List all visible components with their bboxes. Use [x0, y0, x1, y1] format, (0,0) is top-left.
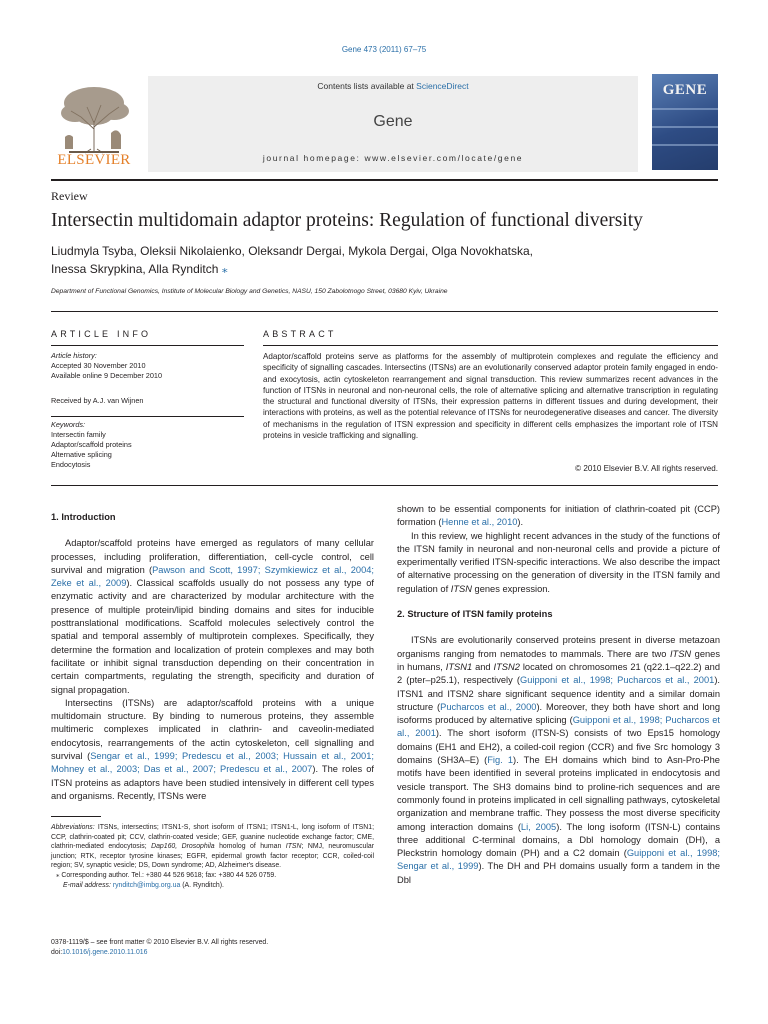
- section-heading-structure: 2. Structure of ITSN family proteins: [397, 609, 553, 620]
- keyword-item: Adaptor/scaffold proteins: [51, 440, 132, 449]
- affiliation: Department of Functional Genomics, Institute of Molecular Biology and Genetics, NASU, 150 Zabolotnogo Street, 03680 Kyiv, Ukraine: [51, 288, 448, 295]
- abbreviations-footnote: Abbreviations: ITSNs, intersectins; ITSN1-S, short isoform of ITSN1; ITSN1-L, long isoform of ITSN1; CCP, clathrin-coated pit; CCV, clathrin-coated vesicle; GEF, guanine nucleotide exchange factor; CME, clathrin-mediated endocytosis; Dap160, Drosophila homolog of human ITSN; NMJ, neuromuscular junction; RTK, receptor tyrosine kinases; EGFR, epidermal growth factor receptor; CCR, coiled-coil region; SV, synaptic vesicle; DS, Down syndrome; AD, Alzheimer's disease.: [51, 824, 375, 870]
- article-info-heading: ARTICLE INFO: [51, 329, 152, 339]
- abstract-text: Adaptor/scaffold proteins serve as platforms for the assembly of multiprotein complexes and regulate the efficiency and specificity of signalling cascades. Intersectins (ITSNs) are an evolutionarily conserved adaptor protein family engaged in endo- and exocytosis, actin cytoskeleton rearrangement and signal transduction. This review summarizes recent advances in the function of ITSNs in neuronal and non-neuronal cells, the role of alternative splicing and alternative transcription in regulating the structural and functional diversity of ITSNs, their expression patterns in different tissues and during development, their interactions with proteins, as well as the potential relevance of ITSNs for neurodegenerative diseases and cancer. The diversity of mechanisms in the regulation of ITSN expression and specificity in different cells emphasizes the important role of ITSN proteins in vesicle trafficking and signalling.: [263, 352, 718, 441]
- reference-link[interactable]: Guipponi et al., 1998; Pucharcos et al., 2001: [397, 715, 721, 739]
- authors-line-2: Inessa Skrypkina, Alla Rynditch: [51, 262, 222, 276]
- reference-link[interactable]: Sengar et al., 1999; Predescu et al., 2003; Hussain et al., 2001; Mohney et al., 2003; Das et al., 2007; Predescu et al., 2007: [51, 751, 374, 775]
- reference-link[interactable]: Guipponi et al., 1998; Sengar et al., 1999: [397, 848, 720, 872]
- email-footnote: E-mail address: rynditch@imbg.org.ua (A. Rynditch).: [63, 881, 224, 889]
- abstract-copyright: © 2010 Elsevier B.V. All rights reserved.: [575, 464, 718, 473]
- sciencedirect-link[interactable]: ScienceDirect: [416, 81, 469, 91]
- reference-link[interactable]: Henne et al., 2010: [441, 517, 518, 528]
- figure-link[interactable]: Fig. 1: [487, 755, 513, 766]
- authors-line-1: Liudmyla Tsyba, Oleksii Nikolaienko, Oleksandr Dergai, Mykola Dergai, Olga Novokhatska,: [51, 244, 533, 258]
- journal-homepage[interactable]: journal homepage: www.elsevier.com/locate/gene: [262, 153, 524, 163]
- intro-paragraph-2: Intersectins (ITSNs) are adaptor/scaffold proteins with a unique multidomain structure. By binding to numerous proteins, they assemble multimeric complexes implicated in clathrin- and caveolin-mediated endocytosis, rearrangements of the actin cytoskeleton, cell signalling and survival (Sengar et al., 1999; Predescu et al., 2003; Hussain et al., 2001; Mohney et al., 2003; Das et al., 2007; Predescu et al., 2007). The roles of ITSN proteins as adaptors have been studied intensively in different cell types and organisms. Recently, ITSNs were: [51, 697, 374, 801]
- abstract-rule: [263, 345, 718, 346]
- intro-paragraph-3: In this review, we highlight recent advances in the study of the functions of the ITSN family in neuronal and non-neuronal cells and provide a picture of experimentally verified ITSN-specific interactions. We also describe the impact of alternative processing on the generation of diversity in the ITSN family and regulation of ITSN genes expression.: [397, 530, 720, 594]
- reference-link[interactable]: Pawson and Scott, 1997; Szymkiewicz et al., 2004; Zeke et al., 2009: [51, 564, 374, 589]
- history-label: Article history:: [51, 351, 97, 360]
- contents-line: Contents lists available at ScienceDirect: [317, 81, 469, 91]
- cover-decoration: [652, 126, 718, 128]
- issn-line: 0378-1119/$ – see front matter © 2010 Elsevier B.V. All rights reserved.: [51, 939, 269, 946]
- reference-link[interactable]: Guipponi et al., 1998; Pucharcos et al., 2001: [519, 675, 715, 686]
- journal-cover-image: [652, 74, 718, 170]
- cover-decoration: [652, 108, 718, 110]
- corresponding-author-marker[interactable]: ⁎: [221, 262, 228, 276]
- doi-line: doi:10.1016/j.gene.2010.11.016: [51, 949, 148, 956]
- reference-link[interactable]: Li, 2005: [520, 821, 557, 832]
- issn-doi-block: [51, 938, 268, 958]
- article-type: Review: [51, 189, 88, 203]
- accepted-date: Accepted 30 November 2010: [51, 361, 146, 370]
- footnotes: [51, 823, 374, 890]
- footnote-rule: [51, 816, 101, 817]
- reference-link[interactable]: Pucharcos et al., 2000: [440, 701, 537, 712]
- keywords-block: [51, 420, 244, 470]
- keyword-item: Endocytosis: [51, 460, 91, 469]
- email-link[interactable]: rynditch@imbg.org.ua: [112, 881, 181, 889]
- keyword-item: Intersectin family: [51, 430, 106, 439]
- abstract-heading: ABSTRACT: [263, 329, 337, 339]
- article-info-rule: [51, 345, 244, 346]
- intro-continuation: shown to be essential components for initiation of clathrin-coated pit (CCP) formation (Henne et al., 2010).: [397, 504, 720, 528]
- article-title: Intersectin multidomain adaptor proteins: Regulation of functional diversity: [51, 210, 643, 231]
- body-column-right: [397, 503, 720, 887]
- author-list: [51, 242, 671, 278]
- keywords-label: Keywords:: [51, 420, 86, 429]
- intro-paragraph-1: Adaptor/scaffold proteins have emerged as regulators of many cellular processes, including proliferation, differentiation, cell-cycle control, cell survival and migration (Pawson and Scott, 1997; Szymkiewicz et al., 2004; Zeke et al., 2009). Classical scaffolds usually do not possess any type of enzymatic activity and are characterized by modular architecture with the presence of multiple protein/lipid binding domains and sites for inducible posttranslational modifications. Scaffold molecules selectively control the spatial and temporal assembly of multiprotein complexes. Specifically, they determine the formation and localization of protein complexes and may both facilitate or inhibit signal transduction depending on their concentration in certain compartments, regulating the strength, specificity and duration of signal propagation.: [51, 538, 374, 695]
- doi-link[interactable]: 10.1016/j.gene.2010.11.016: [62, 949, 148, 956]
- header-divider: [51, 179, 718, 181]
- keyword-item: Alternative splicing: [51, 450, 112, 459]
- article-history: [51, 351, 244, 381]
- journal-citation[interactable]: Gene 473 (2011) 67–75: [341, 45, 427, 54]
- journal-header: [148, 76, 638, 172]
- online-date: Available online 9 December 2010: [51, 371, 163, 380]
- received-by: Received by A.J. van Wijnen: [51, 396, 144, 405]
- title-divider: [51, 311, 718, 312]
- cover-decoration: [652, 144, 718, 146]
- elsevier-wordmark: ELSEVIER: [57, 152, 131, 168]
- structure-paragraph-1: ITSNs are evolutionarily conserved proteins present in diverse metazoan organisms ranging from nematodes to mammals. There are two ITSN genes in humans, ITSN1 and ITSN2 located on chromosomes 21 (q22.1–q22.2) and 2 (pter–p25.1), respectively (Guipponi et al., 1998; Pucharcos et al., 2001). ITSN1 and ITSN2 share significant sequence identity and a similar domain structure (Pucharcos et al., 2000). Moreover, they both have short and long isoforms produced by alternative splicing (Guipponi et al., 1998; Pucharcos et al., 2001). The short isoform (ITSN-S) consists of two Eps15 homology domains (EH1 and EH2), a coiled-coil region (CCR) and five Src homology 3 domains (SH3A–E) (Fig. 1). The EH domains which bind to Asn-Pro-Phe motifs have been identified in several proteins implicated in endocytosis and vesicle transport. The SH3 domains bind to proline-rich sequences and are commonly found in proteins implicated in cell signalling pathways, cytoskeletal organization and membrane traffic. They possess the most diverse specificity among interaction domains (Li, 2005). The long isoform (ITSN-L) contains three additional C-terminal domains, a Dbl homology domain (DH), a Pleckstrin homology domain (PH) and a C2 domain (Guipponi et al., 1998; Sengar et al., 1999). The DH and PH domains usually form a tandem in the Dbl: [397, 635, 721, 885]
- section-heading-introduction: 1. Introduction: [51, 512, 116, 522]
- keywords-rule: [51, 416, 244, 417]
- cover-title: GENE: [662, 82, 708, 98]
- corresponding-author-footnote: ⁎ Corresponding author. Tel.: +380 44 526 9618; fax: +380 44 526 0759.: [56, 871, 277, 879]
- journal-name: Gene: [373, 113, 413, 130]
- abstract-divider: [51, 485, 718, 486]
- body-column-left: [51, 511, 374, 803]
